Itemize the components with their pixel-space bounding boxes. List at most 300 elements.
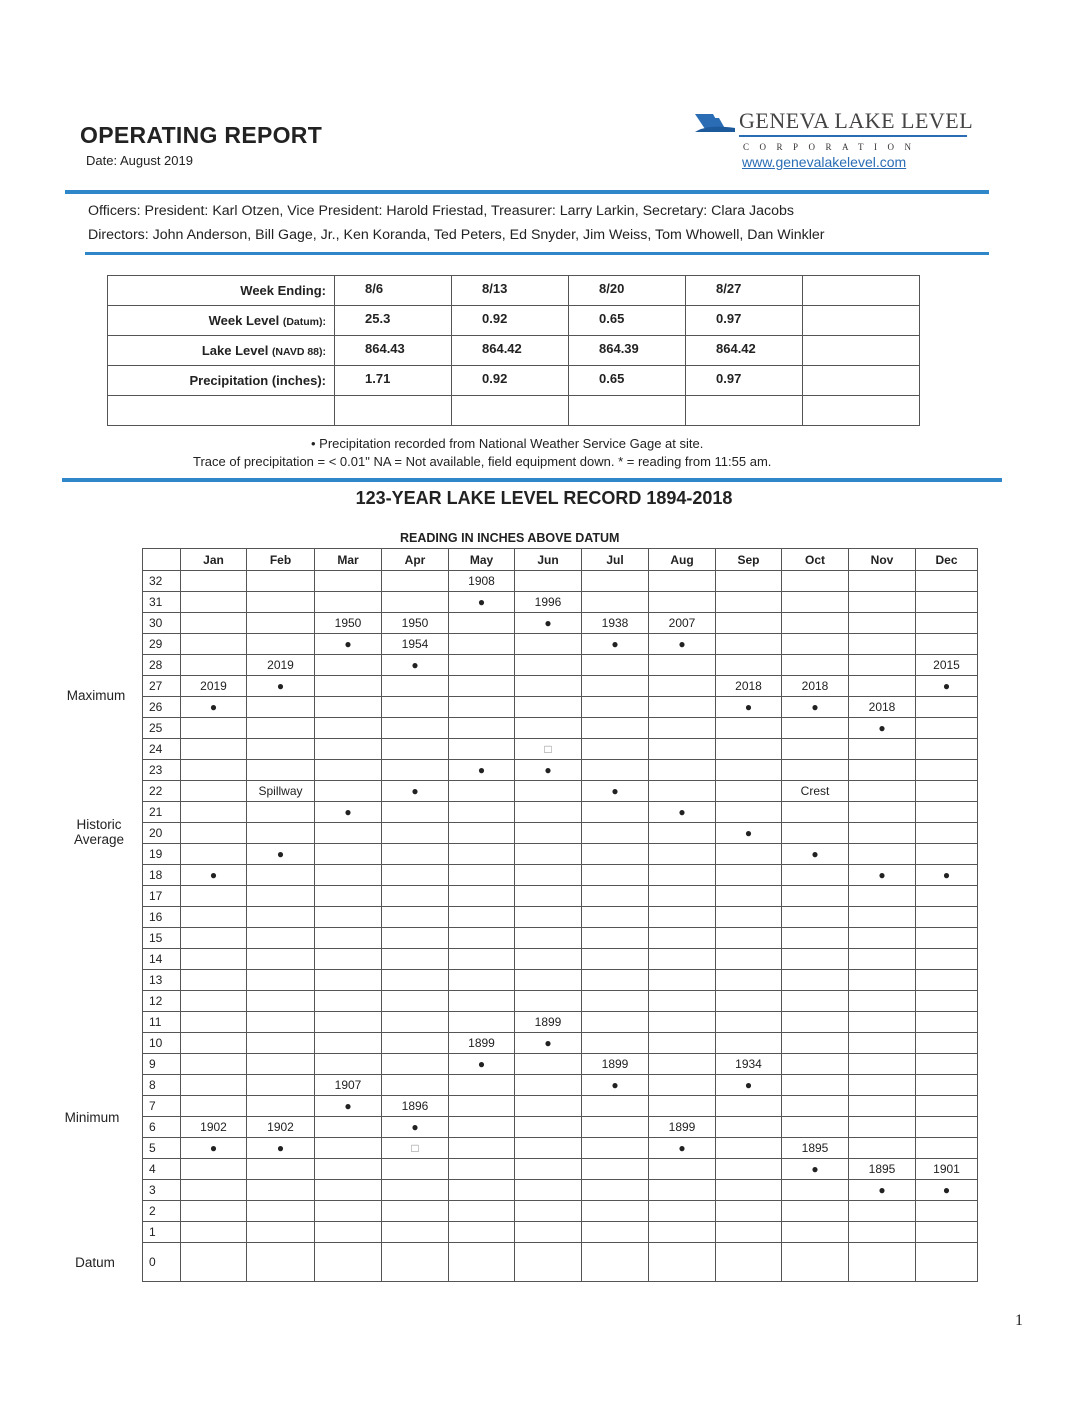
level-label: 12	[143, 991, 181, 1012]
record-year: 2018	[716, 676, 782, 697]
grid-cell	[782, 1222, 849, 1243]
record-marker: ●	[649, 802, 716, 823]
grid-cell	[649, 1201, 716, 1222]
record-marker: ●	[849, 1180, 916, 1201]
grid-cell	[382, 1222, 449, 1243]
level-row	[143, 1096, 978, 1117]
grid-cell	[649, 1096, 716, 1117]
grid-cell	[782, 1096, 849, 1117]
grid-corner	[143, 549, 181, 571]
level-row	[143, 592, 978, 613]
grid-cell	[849, 1201, 916, 1222]
weekly-value-cell: 1.71	[335, 366, 452, 396]
grid-cell	[181, 1033, 247, 1054]
grid-cell	[649, 886, 716, 907]
record-year: 1950	[382, 613, 449, 634]
grid-cell	[382, 571, 449, 592]
grid-cell	[382, 1075, 449, 1096]
grid-cell	[315, 697, 382, 718]
level-row	[143, 1201, 978, 1222]
grid-cell	[315, 718, 382, 739]
level-label: 22	[143, 781, 181, 802]
grid-cell	[849, 1138, 916, 1159]
record-marker: ●	[649, 1138, 716, 1159]
record-year: 2019	[247, 655, 315, 676]
grid-cell	[649, 718, 716, 739]
record-marker: ●	[449, 592, 515, 613]
grid-cell	[649, 970, 716, 991]
grid-cell	[716, 613, 782, 634]
grid-cell	[582, 739, 649, 760]
grid-cell	[515, 907, 582, 928]
grid-cell	[649, 844, 716, 865]
weekly-value-cell	[335, 396, 452, 426]
grid-cell	[247, 949, 315, 970]
grid-cell	[515, 655, 582, 676]
weekly-value-cell	[803, 276, 920, 306]
month-header: Apr	[382, 549, 449, 571]
weekly-value-cell	[803, 336, 920, 366]
record-year: 2019	[181, 676, 247, 697]
record-marker: ●	[315, 802, 382, 823]
grid-cell	[916, 1054, 978, 1075]
record-marker: ●	[382, 1117, 449, 1138]
grid-cell	[716, 907, 782, 928]
grid-cell	[247, 1180, 315, 1201]
grid-cell	[181, 1243, 247, 1282]
grid-cell	[782, 1075, 849, 1096]
record-year: 1902	[247, 1117, 315, 1138]
grid-cell	[181, 1159, 247, 1180]
grid-cell	[849, 823, 916, 844]
grid-cell	[849, 613, 916, 634]
grid-cell	[382, 1159, 449, 1180]
grid-cell	[849, 781, 916, 802]
record-year: 1899	[649, 1117, 716, 1138]
grid-cell	[716, 718, 782, 739]
grid-cell	[849, 676, 916, 697]
grid-cell	[582, 970, 649, 991]
grid-cell	[916, 1096, 978, 1117]
grid-cell	[515, 1096, 582, 1117]
month-header: Feb	[247, 549, 315, 571]
grid-cell	[582, 1117, 649, 1138]
level-label: 25	[143, 718, 181, 739]
grid-cell	[515, 1075, 582, 1096]
month-header: Jun	[515, 549, 582, 571]
grid-cell	[181, 634, 247, 655]
grid-cell	[515, 886, 582, 907]
grid-cell	[449, 1243, 515, 1282]
grid-cell	[782, 928, 849, 949]
grid-cell	[582, 1033, 649, 1054]
record-marker: ●	[247, 1138, 315, 1159]
grid-cell	[181, 970, 247, 991]
grid-cell	[782, 739, 849, 760]
month-header: Aug	[649, 549, 716, 571]
level-label: 16	[143, 907, 181, 928]
grid-cell	[849, 844, 916, 865]
record-marker: ●	[582, 1075, 649, 1096]
record-year: 2018	[849, 697, 916, 718]
grid-cell	[449, 1117, 515, 1138]
grid-cell	[382, 928, 449, 949]
grid-cell	[382, 697, 449, 718]
level-label: 13	[143, 970, 181, 991]
grid-cell	[181, 592, 247, 613]
grid-cell	[449, 781, 515, 802]
level-label: 24	[143, 739, 181, 760]
level-label: 31	[143, 592, 181, 613]
grid-cell	[315, 1201, 382, 1222]
level-row	[143, 907, 978, 928]
website-link[interactable]: www.genevalakelevel.com	[742, 154, 907, 170]
grid-cell	[382, 760, 449, 781]
grid-cell	[315, 844, 382, 865]
grid-cell	[716, 781, 782, 802]
grid-cell	[181, 1012, 247, 1033]
record-year: 1908	[449, 571, 515, 592]
level-row	[143, 991, 978, 1012]
level-label: 17	[143, 886, 181, 907]
grid-cell	[849, 949, 916, 970]
level-row	[143, 571, 978, 592]
weekly-value-cell: 864.42	[452, 336, 569, 366]
grid-cell	[382, 1033, 449, 1054]
grid-cell	[515, 802, 582, 823]
weekly-value-cell	[569, 396, 686, 426]
grid-cell	[181, 1096, 247, 1117]
grid-cell	[449, 802, 515, 823]
grid-cell	[315, 928, 382, 949]
level-row	[143, 1012, 978, 1033]
record-year: 1954	[382, 634, 449, 655]
grid-cell	[382, 1054, 449, 1075]
level-row	[143, 718, 978, 739]
grid-cell	[716, 1180, 782, 1201]
record-marker: ●	[782, 844, 849, 865]
grid-cell	[782, 907, 849, 928]
level-row	[143, 1117, 978, 1138]
grid-cell	[449, 991, 515, 1012]
record-marker: ●	[716, 1075, 782, 1096]
record-marker: ●	[916, 676, 978, 697]
grid-cell	[382, 949, 449, 970]
grid-cell	[916, 823, 978, 844]
grid-cell	[916, 571, 978, 592]
grid-cell	[782, 760, 849, 781]
grid-cell	[849, 928, 916, 949]
record-year: 1907	[315, 1075, 382, 1096]
weekly-value-cell: 8/13	[452, 276, 569, 306]
grid-cell	[782, 571, 849, 592]
grid-cell	[916, 802, 978, 823]
grid-cell	[247, 571, 315, 592]
grid-cell	[782, 991, 849, 1012]
record-year: 1996	[515, 592, 582, 613]
weekly-value-cell: 8/6	[335, 276, 452, 306]
grid-cell	[382, 991, 449, 1012]
level-label: 1	[143, 1222, 181, 1243]
grid-caption: READING IN INCHES ABOVE DATUM	[400, 531, 620, 545]
grid-cell	[782, 1243, 849, 1282]
grid-cell	[649, 1243, 716, 1282]
month-header: May	[449, 549, 515, 571]
month-header: Oct	[782, 549, 849, 571]
grid-cell	[315, 571, 382, 592]
grid-cell	[716, 1138, 782, 1159]
grid-cell	[247, 1201, 315, 1222]
grid-cell	[382, 1180, 449, 1201]
grid-cell	[315, 1138, 382, 1159]
record-year: 1899	[515, 1012, 582, 1033]
level-label: 5	[143, 1138, 181, 1159]
company-logo	[693, 108, 973, 178]
grid-cell	[916, 1117, 978, 1138]
grid-cell	[315, 865, 382, 886]
grid-cell	[716, 634, 782, 655]
grid-cell	[716, 802, 782, 823]
grid-cell	[782, 592, 849, 613]
grid-cell	[315, 739, 382, 760]
grid-cell	[449, 907, 515, 928]
grid-cell	[582, 844, 649, 865]
grid-cell	[382, 1012, 449, 1033]
grid-cell	[582, 1138, 649, 1159]
grid-cell	[649, 739, 716, 760]
grid-cell	[582, 1201, 649, 1222]
weekly-value-cell	[803, 396, 920, 426]
divider-rule	[65, 190, 989, 194]
grid-cell	[181, 1075, 247, 1096]
weekly-value-cell: 8/27	[686, 276, 803, 306]
grid-cell	[181, 571, 247, 592]
grid-cell	[247, 1054, 315, 1075]
grid-cell	[649, 655, 716, 676]
weekly-value-cell: 0.92	[452, 366, 569, 396]
weekly-value-cell: 864.42	[686, 336, 803, 366]
grid-cell	[782, 886, 849, 907]
grid-cell	[916, 844, 978, 865]
grid-cell	[247, 1075, 315, 1096]
record-marker: ●	[181, 865, 247, 886]
level-label: 3	[143, 1180, 181, 1201]
weekly-row-label	[108, 396, 335, 426]
grid-cell	[382, 970, 449, 991]
grid-cell	[449, 655, 515, 676]
grid-cell	[247, 1096, 315, 1117]
grid-cell	[449, 676, 515, 697]
grid-cell	[181, 928, 247, 949]
report-date: Date: August 2019	[86, 153, 193, 168]
logo-underline	[739, 135, 967, 137]
grid-cell	[716, 886, 782, 907]
grid-cell	[649, 928, 716, 949]
grid-cell	[449, 1222, 515, 1243]
grid-cell	[782, 613, 849, 634]
record-marker: ●	[515, 613, 582, 634]
grid-cell	[449, 697, 515, 718]
weekly-row	[108, 306, 920, 336]
grid-cell	[315, 1033, 382, 1054]
grid-cell	[849, 1075, 916, 1096]
grid-cell	[649, 1159, 716, 1180]
grid-cell	[916, 970, 978, 991]
grid-cell	[382, 802, 449, 823]
grid-cell	[247, 1012, 315, 1033]
grid-cell	[315, 1117, 382, 1138]
grid-cell	[247, 1222, 315, 1243]
level-label: 30	[143, 613, 181, 634]
month-header: Jan	[181, 549, 247, 571]
month-header: Nov	[849, 549, 916, 571]
grid-cell	[582, 1159, 649, 1180]
grid-cell	[515, 844, 582, 865]
level-row	[143, 1243, 978, 1282]
grid-cell	[849, 1096, 916, 1117]
grid-cell	[916, 634, 978, 655]
grid-cell	[449, 1159, 515, 1180]
grid-cell	[247, 823, 315, 844]
grid-cell	[515, 1180, 582, 1201]
grid-cell	[916, 760, 978, 781]
grid-cell	[916, 697, 978, 718]
grid-cell	[247, 592, 315, 613]
weekly-value-cell: 0.92	[452, 306, 569, 336]
weekly-value-cell: 8/20	[569, 276, 686, 306]
row-label-text: Precipitation (inches):	[189, 373, 326, 388]
level-row	[143, 760, 978, 781]
record-marker: ●	[315, 1096, 382, 1117]
grid-cell	[782, 865, 849, 886]
wave-logo-icon	[693, 110, 737, 136]
grid-cell	[515, 1117, 582, 1138]
grid-cell	[849, 1117, 916, 1138]
grid-cell	[916, 949, 978, 970]
row-label-text: Week Ending:	[240, 283, 326, 298]
grid-cell	[582, 571, 649, 592]
grid-cell	[782, 1033, 849, 1054]
grid-cell	[782, 823, 849, 844]
grid-cell	[716, 1117, 782, 1138]
grid-cell	[782, 1201, 849, 1222]
weekly-row-label	[108, 306, 335, 336]
grid-cell	[849, 655, 916, 676]
grid-cell	[247, 1159, 315, 1180]
grid-cell	[449, 886, 515, 907]
side-label-datum: Datum	[75, 1255, 115, 1270]
grid-cell	[649, 949, 716, 970]
grid-cell	[716, 760, 782, 781]
grid-cell	[716, 1012, 782, 1033]
grid-cell	[849, 592, 916, 613]
grid-cell	[181, 823, 247, 844]
grid-cell	[916, 739, 978, 760]
grid-cell	[582, 760, 649, 781]
grid-cell	[782, 970, 849, 991]
record-year: 1895	[849, 1159, 916, 1180]
weekly-value-cell	[803, 366, 920, 396]
grid-cell	[782, 949, 849, 970]
grid-cell	[916, 1201, 978, 1222]
weekly-row	[108, 396, 920, 426]
grid-cell	[849, 1054, 916, 1075]
grid-cell	[716, 1222, 782, 1243]
grid-cell	[315, 970, 382, 991]
level-label: 15	[143, 928, 181, 949]
grid-cell	[181, 739, 247, 760]
level-row	[143, 949, 978, 970]
level-label: 23	[143, 760, 181, 781]
grid-cell	[582, 823, 649, 844]
record-marker: ●	[247, 676, 315, 697]
level-label: 7	[143, 1096, 181, 1117]
grid-cell	[649, 781, 716, 802]
grid-cell	[449, 970, 515, 991]
record-marker: ●	[849, 865, 916, 886]
level-row	[143, 865, 978, 886]
grid-cell	[449, 1201, 515, 1222]
weekly-value-cell: 25.3	[335, 306, 452, 336]
grid-cell	[515, 823, 582, 844]
level-label: 0	[143, 1243, 181, 1282]
grid-cell	[515, 1243, 582, 1282]
grid-cell	[849, 1243, 916, 1282]
grid-cell	[582, 865, 649, 886]
grid-cell	[382, 739, 449, 760]
grid-cell	[582, 1180, 649, 1201]
grid-cell	[382, 676, 449, 697]
grid-cell	[449, 634, 515, 655]
level-row	[143, 697, 978, 718]
grid-cell	[315, 1159, 382, 1180]
record-year: 2015	[916, 655, 978, 676]
record-marker: ●	[515, 1033, 582, 1054]
grid-cell	[515, 991, 582, 1012]
grid-cell	[916, 1222, 978, 1243]
level-label: 26	[143, 697, 181, 718]
grid-cell	[849, 907, 916, 928]
level-label: 32	[143, 571, 181, 592]
grid-cell	[181, 781, 247, 802]
grid-cell	[382, 592, 449, 613]
grid-cell	[582, 1243, 649, 1282]
grid-cell	[849, 739, 916, 760]
record-marker: ●	[849, 718, 916, 739]
grid-cell	[582, 718, 649, 739]
record-marker: ●	[916, 1180, 978, 1201]
side-label-minimum: Minimum	[64, 1110, 120, 1125]
grid-cell	[582, 886, 649, 907]
grid-cell	[382, 865, 449, 886]
record-year: 1899	[582, 1054, 649, 1075]
level-label: 10	[143, 1033, 181, 1054]
grid-cell	[716, 949, 782, 970]
level-label: 21	[143, 802, 181, 823]
grid-cell	[247, 991, 315, 1012]
grid-cell	[916, 1012, 978, 1033]
grid-cell	[515, 781, 582, 802]
grid-cell	[916, 1138, 978, 1159]
grid-cell	[716, 928, 782, 949]
level-row	[143, 676, 978, 697]
grid-cell	[449, 1180, 515, 1201]
grid-cell	[515, 1054, 582, 1075]
weekly-value-cell	[452, 396, 569, 426]
level-label: 11	[143, 1012, 181, 1033]
legend-note: Trace of precipitation = < 0.01" NA = Not available, field equipment down. * = reading from 11:55 am.	[193, 454, 772, 469]
level-label: 18	[143, 865, 181, 886]
